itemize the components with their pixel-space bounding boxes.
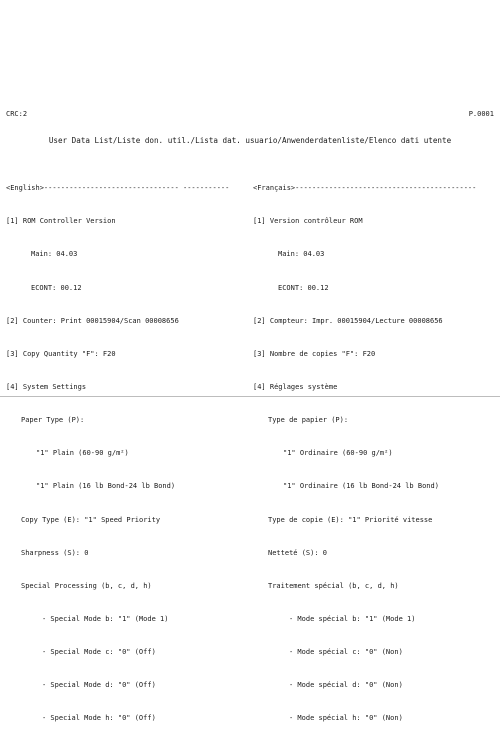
paper-type-label-fr: Type de papier (P): (268, 416, 349, 425)
counter-line: [2] Counter: Print 00015904/Scan 00008656 (6, 316, 179, 325)
copy-quantity-line-fr: [3] Nombre de copies "F": F20 (253, 349, 376, 358)
special-mode-c-fr: - Mode spécial c: "0" (Non) (289, 648, 403, 657)
counter-line-fr: [2] Compteur: Impr. 00015904/Lecture 00008656 (253, 316, 443, 325)
econt-version-fr: ECONT: 00.12 (278, 283, 329, 292)
french-column (253, 161, 497, 746)
document-title: User Data List/Liste don. util./Lista dat. usuario/Anwenderdatenliste/Elenco dati utente (48, 136, 452, 145)
system-settings-heading: [4] System Settings (6, 382, 87, 391)
english-heading: <English>-------------------------------- ----------- (6, 184, 230, 193)
special-mode-b: - Special Mode b: "1" (Mode 1) (42, 614, 169, 623)
copy-type-line-fr: Type de copie (E): "1" Priorité vitesse (268, 515, 433, 524)
econt-version: ECONT: 00.12 (31, 283, 82, 292)
special-mode-h-fr: - Mode spécial h: "0" (Non) (289, 714, 403, 723)
sharpness-line-fr: Netteté (S): 0 (268, 548, 328, 557)
special-mode-h: - Special Mode h: "0" (Off) (42, 714, 156, 723)
special-mode-b-fr: - Mode spécial b: "1" (Mode 1) (289, 614, 416, 623)
rom-version-label-fr: [1] Version contrôleur ROM (253, 217, 363, 226)
copy-quantity-line: [3] Copy Quantity "F": F20 (6, 349, 116, 358)
rom-version-label: [1] ROM Controller Version (6, 217, 116, 226)
bottom-divider (0, 396, 500, 397)
paper-type-metric: "1" Plain (60-90 g/m²) (36, 449, 129, 458)
special-processing-label-fr: Traitement spécial (b, c, d, h) (268, 581, 399, 590)
paper-type-imperial: "1" Plain (16 lb Bond-24 lb Bond) (36, 482, 176, 491)
system-settings-heading-fr: [4] Réglages système (253, 382, 338, 391)
english-column (6, 161, 256, 746)
special-mode-d: - Special Mode d: "0" (Off) (42, 681, 156, 690)
special-mode-c: - Special Mode c: "0" (Off) (42, 648, 156, 657)
special-mode-d-fr: - Mode spécial d: "0" (Non) (289, 681, 403, 690)
main-version: Main: 04.03 (31, 250, 78, 259)
sharpness-line: Sharpness (S): 0 (21, 548, 89, 557)
french-heading: <Français>------------------------------------------- (253, 184, 477, 193)
paper-type-metric-fr: "1" Ordinaire (60-90 g/m²) (283, 449, 393, 458)
special-processing-label: Special Processing (b, c, d, h) (21, 581, 152, 590)
copy-type-line: Copy Type (E): "1" Speed Priority (21, 515, 161, 524)
paper-type-imperial-fr: "1" Ordinaire (16 lb Bond-24 lb Bond) (283, 482, 439, 491)
crc-label: CRC:2 (6, 110, 28, 118)
page-number: P.0001 (468, 110, 494, 118)
paper-type-label: Paper Type (P): (21, 416, 85, 425)
main-version-fr: Main: 04.03 (278, 250, 325, 259)
